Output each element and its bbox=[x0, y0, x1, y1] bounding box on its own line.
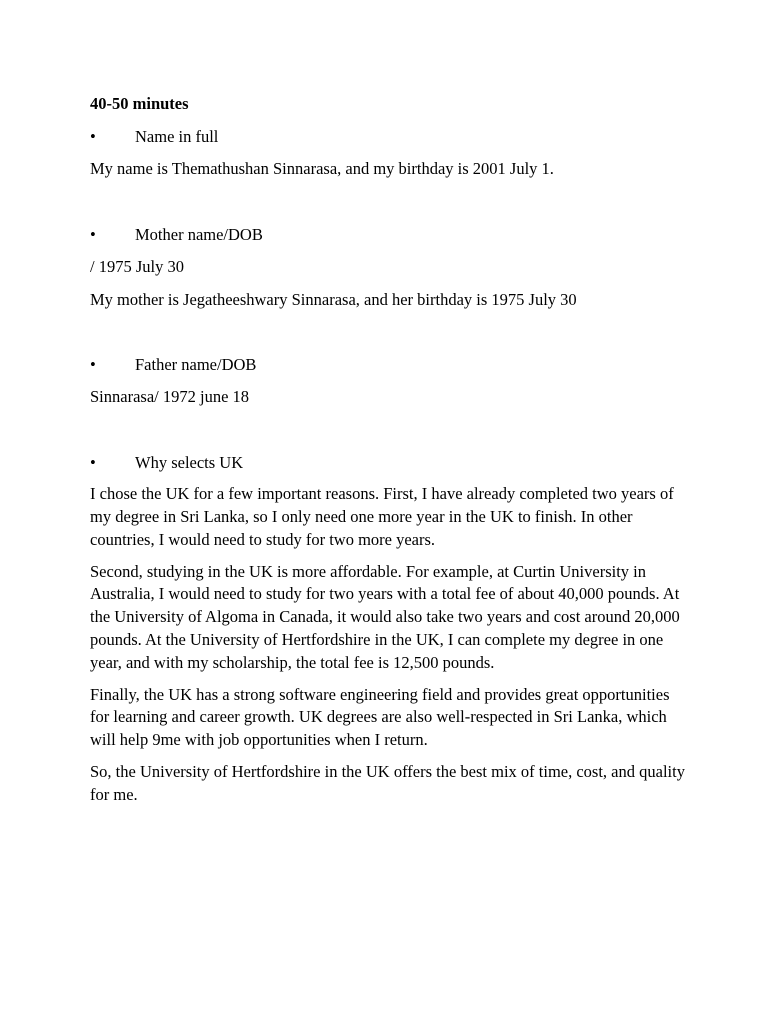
bullet-father-name-dob bbox=[90, 353, 690, 376]
bullet-mother-name-dob bbox=[90, 223, 690, 246]
paragraph: Sinnarasa/ 1972 june 18 bbox=[90, 387, 250, 407]
bullet-label: Mother name/DOB bbox=[135, 224, 263, 244]
document-heading: 40-50 minutes bbox=[90, 94, 189, 113]
paragraph: My mother is Jegatheeshwary Sinnarasa, and her birthday is 1975 July 30 bbox=[90, 289, 577, 309]
paragraph: I chose the UK for a few important reasons. First, I have already completed two years of my degree in Sri Lanka, so I only need one more year in the UK to finish. In other countries, I would need to study for two more years. bbox=[90, 484, 674, 549]
paragraph: So, the University of Hertfordshire in the UK offers the best mix of time, cost, and quality for me. bbox=[90, 761, 685, 804]
document-body bbox=[90, 92, 690, 807]
paragraph: My name is Themathushan Sinnarasa, and my birthday is 2001 July 1. bbox=[90, 159, 554, 178]
bullet-glyph: • bbox=[90, 355, 96, 375]
bullet-why-selects-uk bbox=[90, 451, 690, 474]
bullet-glyph: • bbox=[90, 453, 96, 473]
bullet-glyph: • bbox=[90, 224, 96, 244]
bullet-label: Name in full bbox=[135, 127, 219, 146]
paragraph: Finally, the UK has a strong software engineering field and provides great opportunities for learning and career growth. UK degrees are also well-respected in Sri Lanka, which will help 9me with job opportunities when I return. bbox=[90, 684, 670, 750]
bullet-glyph: • bbox=[90, 127, 96, 146]
bullet-label: Father name/DOB bbox=[135, 355, 257, 375]
bullet-name-in-full bbox=[90, 125, 690, 148]
paragraph: Second, studying in the UK is more affordable. For example, at Curtin University in Australia, I would need to study for two years with a total fee of about 40,000 pounds. At the University of Algoma in Canada, it would also take two years and cost around 20,000 pounds. At the University of Hertfordshire in the UK, I can complete my degree in one year, and with my scholarship, the total fee is 12,500 pounds. bbox=[90, 561, 680, 672]
paragraph: / 1975 July 30 bbox=[90, 256, 184, 276]
bullet-label: Why selects UK bbox=[135, 453, 244, 473]
